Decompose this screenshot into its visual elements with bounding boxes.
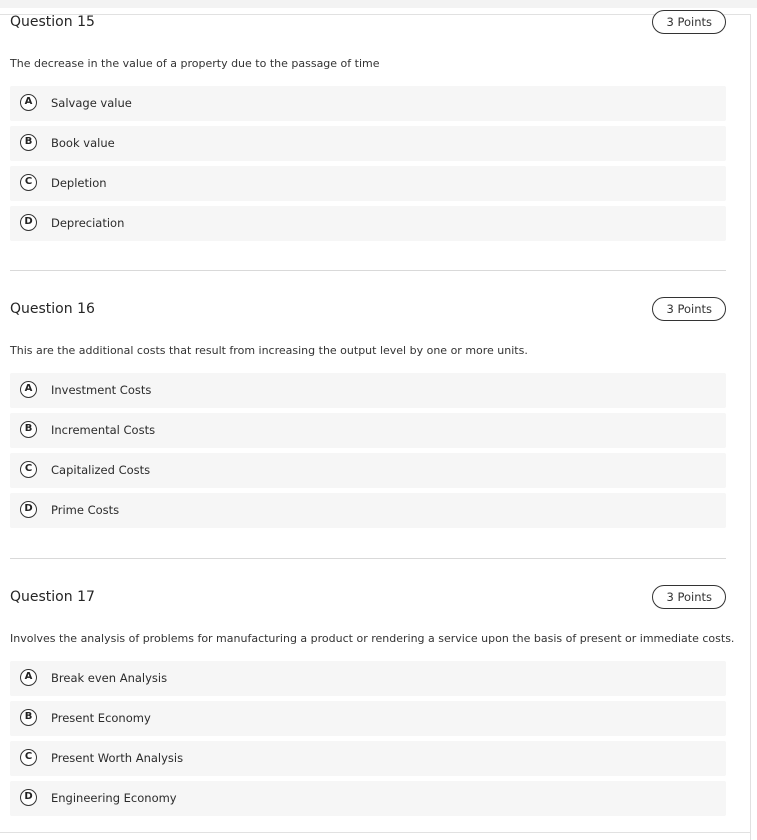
question-text: The decrease in the value of a property due to the passage of time xyxy=(10,57,380,70)
option-a[interactable] xyxy=(10,86,726,121)
option-d[interactable] xyxy=(10,493,726,528)
option-letter-badge: A xyxy=(20,381,37,398)
question-title: Question 16 xyxy=(10,301,95,317)
option-label: Book value xyxy=(51,136,115,150)
option-b[interactable] xyxy=(10,413,726,448)
question-text: Involves the analysis of problems for manufacturing a product or rendering a service upon the basis of present or immediate costs. xyxy=(10,632,735,645)
question-separator xyxy=(10,270,726,271)
option-a[interactable] xyxy=(10,661,726,696)
option-label: Engineering Economy xyxy=(51,791,177,805)
points-badge: 3 Points xyxy=(652,10,726,34)
option-label: Break even Analysis xyxy=(51,671,168,685)
option-letter-badge: D xyxy=(20,214,37,231)
option-b[interactable] xyxy=(10,701,726,736)
option-letter-badge: A xyxy=(20,669,37,686)
option-label: Prime Costs xyxy=(51,503,120,517)
option-letter-badge: D xyxy=(20,789,37,806)
option-letter-badge: B xyxy=(20,134,37,151)
question-title: Question 17 xyxy=(10,589,95,605)
option-letter-badge: B xyxy=(20,709,37,726)
option-label: Capitalized Costs xyxy=(51,463,151,477)
points-badge: 3 Points xyxy=(652,297,726,321)
top-strip xyxy=(0,0,757,8)
option-label: Present Economy xyxy=(51,711,151,725)
option-label: Salvage value xyxy=(51,96,132,110)
option-label: Investment Costs xyxy=(51,383,152,397)
option-letter-badge: C xyxy=(20,749,37,766)
option-letter-badge: C xyxy=(20,174,37,191)
option-letter-badge: B xyxy=(20,421,37,438)
option-d[interactable] xyxy=(10,206,726,241)
top-divider xyxy=(0,14,750,15)
question-title: Question 15 xyxy=(10,14,95,30)
option-letter-badge: A xyxy=(20,94,37,111)
option-label: Depreciation xyxy=(51,216,125,230)
option-b[interactable] xyxy=(10,126,726,161)
question-separator xyxy=(10,558,726,559)
option-label: Incremental Costs xyxy=(51,423,156,437)
option-c[interactable] xyxy=(10,741,726,776)
points-badge: 3 Points xyxy=(652,585,726,609)
option-c[interactable] xyxy=(10,453,726,488)
option-a[interactable] xyxy=(10,373,726,408)
option-label: Depletion xyxy=(51,176,107,190)
option-d[interactable] xyxy=(10,781,726,816)
option-label: Present Worth Analysis xyxy=(51,751,184,765)
question-text: This are the additional costs that result from increasing the output level by one or more units. xyxy=(10,344,528,357)
option-letter-badge: D xyxy=(20,501,37,518)
bottom-divider xyxy=(0,832,750,833)
option-letter-badge: C xyxy=(20,461,37,478)
right-border xyxy=(750,14,751,840)
option-c[interactable] xyxy=(10,166,726,201)
